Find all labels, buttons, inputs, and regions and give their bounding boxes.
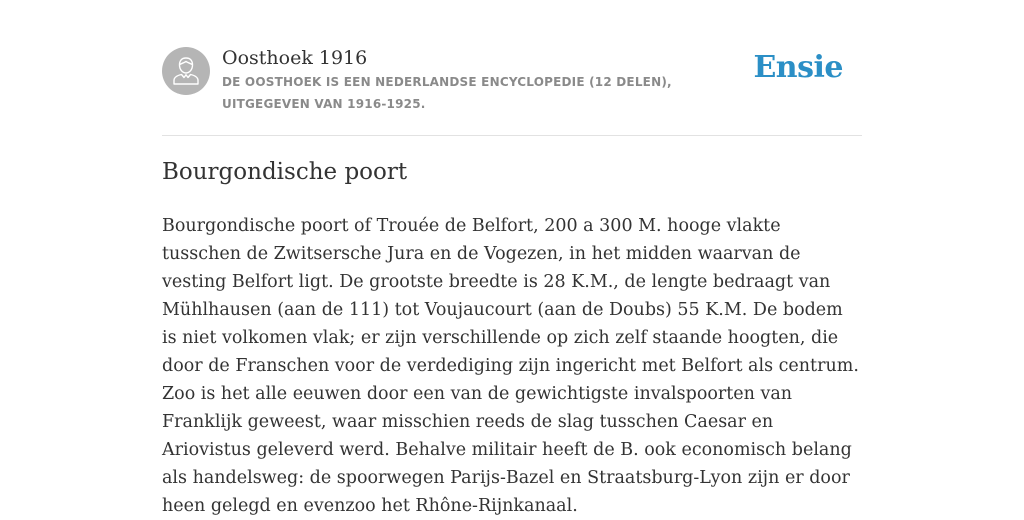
page — [162, 0, 862, 516]
entry-body: Bourgondische poort of Trouée de Belfort, 200 a 300 M. hooge vlakte tusschen de Zwitsersche Jura en de Vogezen, in het midden waarvan de vesting Belfort ligt. De grootste breedte is 28 K.M., de lengte bedraagt van Mühlhausen (aan de 111) tot Voujaucourt (aan de Doubs) 55 K.M. De bodem is niet volkomen vlak; er zijn verschillende op zich zelf staande hoogten, die door de Franschen voor de verdediging zijn ingericht met Belfort als centrum. Zoo is het alle eeuwen door een van de gewichtigste invalspoorten van Franklijk geweest, waar misschien reeds de slag tusschen Caesar en Ariovistus geleverd werd. Behalve militair heeft de B. ook economisch belang als handelsweg: de spoorwegen Parijs-Bazel en Straatsburg-Lyon zijn er door heen gelegd en evenzoo het Rhône-Rijnkanaal. — [162, 216, 859, 516]
entry-title: Bourgondische poort — [162, 159, 408, 185]
header-divider — [162, 135, 862, 136]
source-info — [222, 46, 762, 115]
source-header — [162, 46, 862, 116]
user-silhouette-icon — [172, 55, 200, 85]
source-description: DE OOSTHOEK IS EEN NEDERLANDSE ENCYCLOPEDIE (12 DELEN), UITGEGEVEN VAN 1916-1925. — [222, 75, 672, 111]
source-title[interactable]: Oosthoek 1916 — [222, 47, 368, 69]
source-avatar[interactable] — [162, 47, 210, 95]
ensie-logo[interactable]: Ensie — [753, 50, 843, 85]
